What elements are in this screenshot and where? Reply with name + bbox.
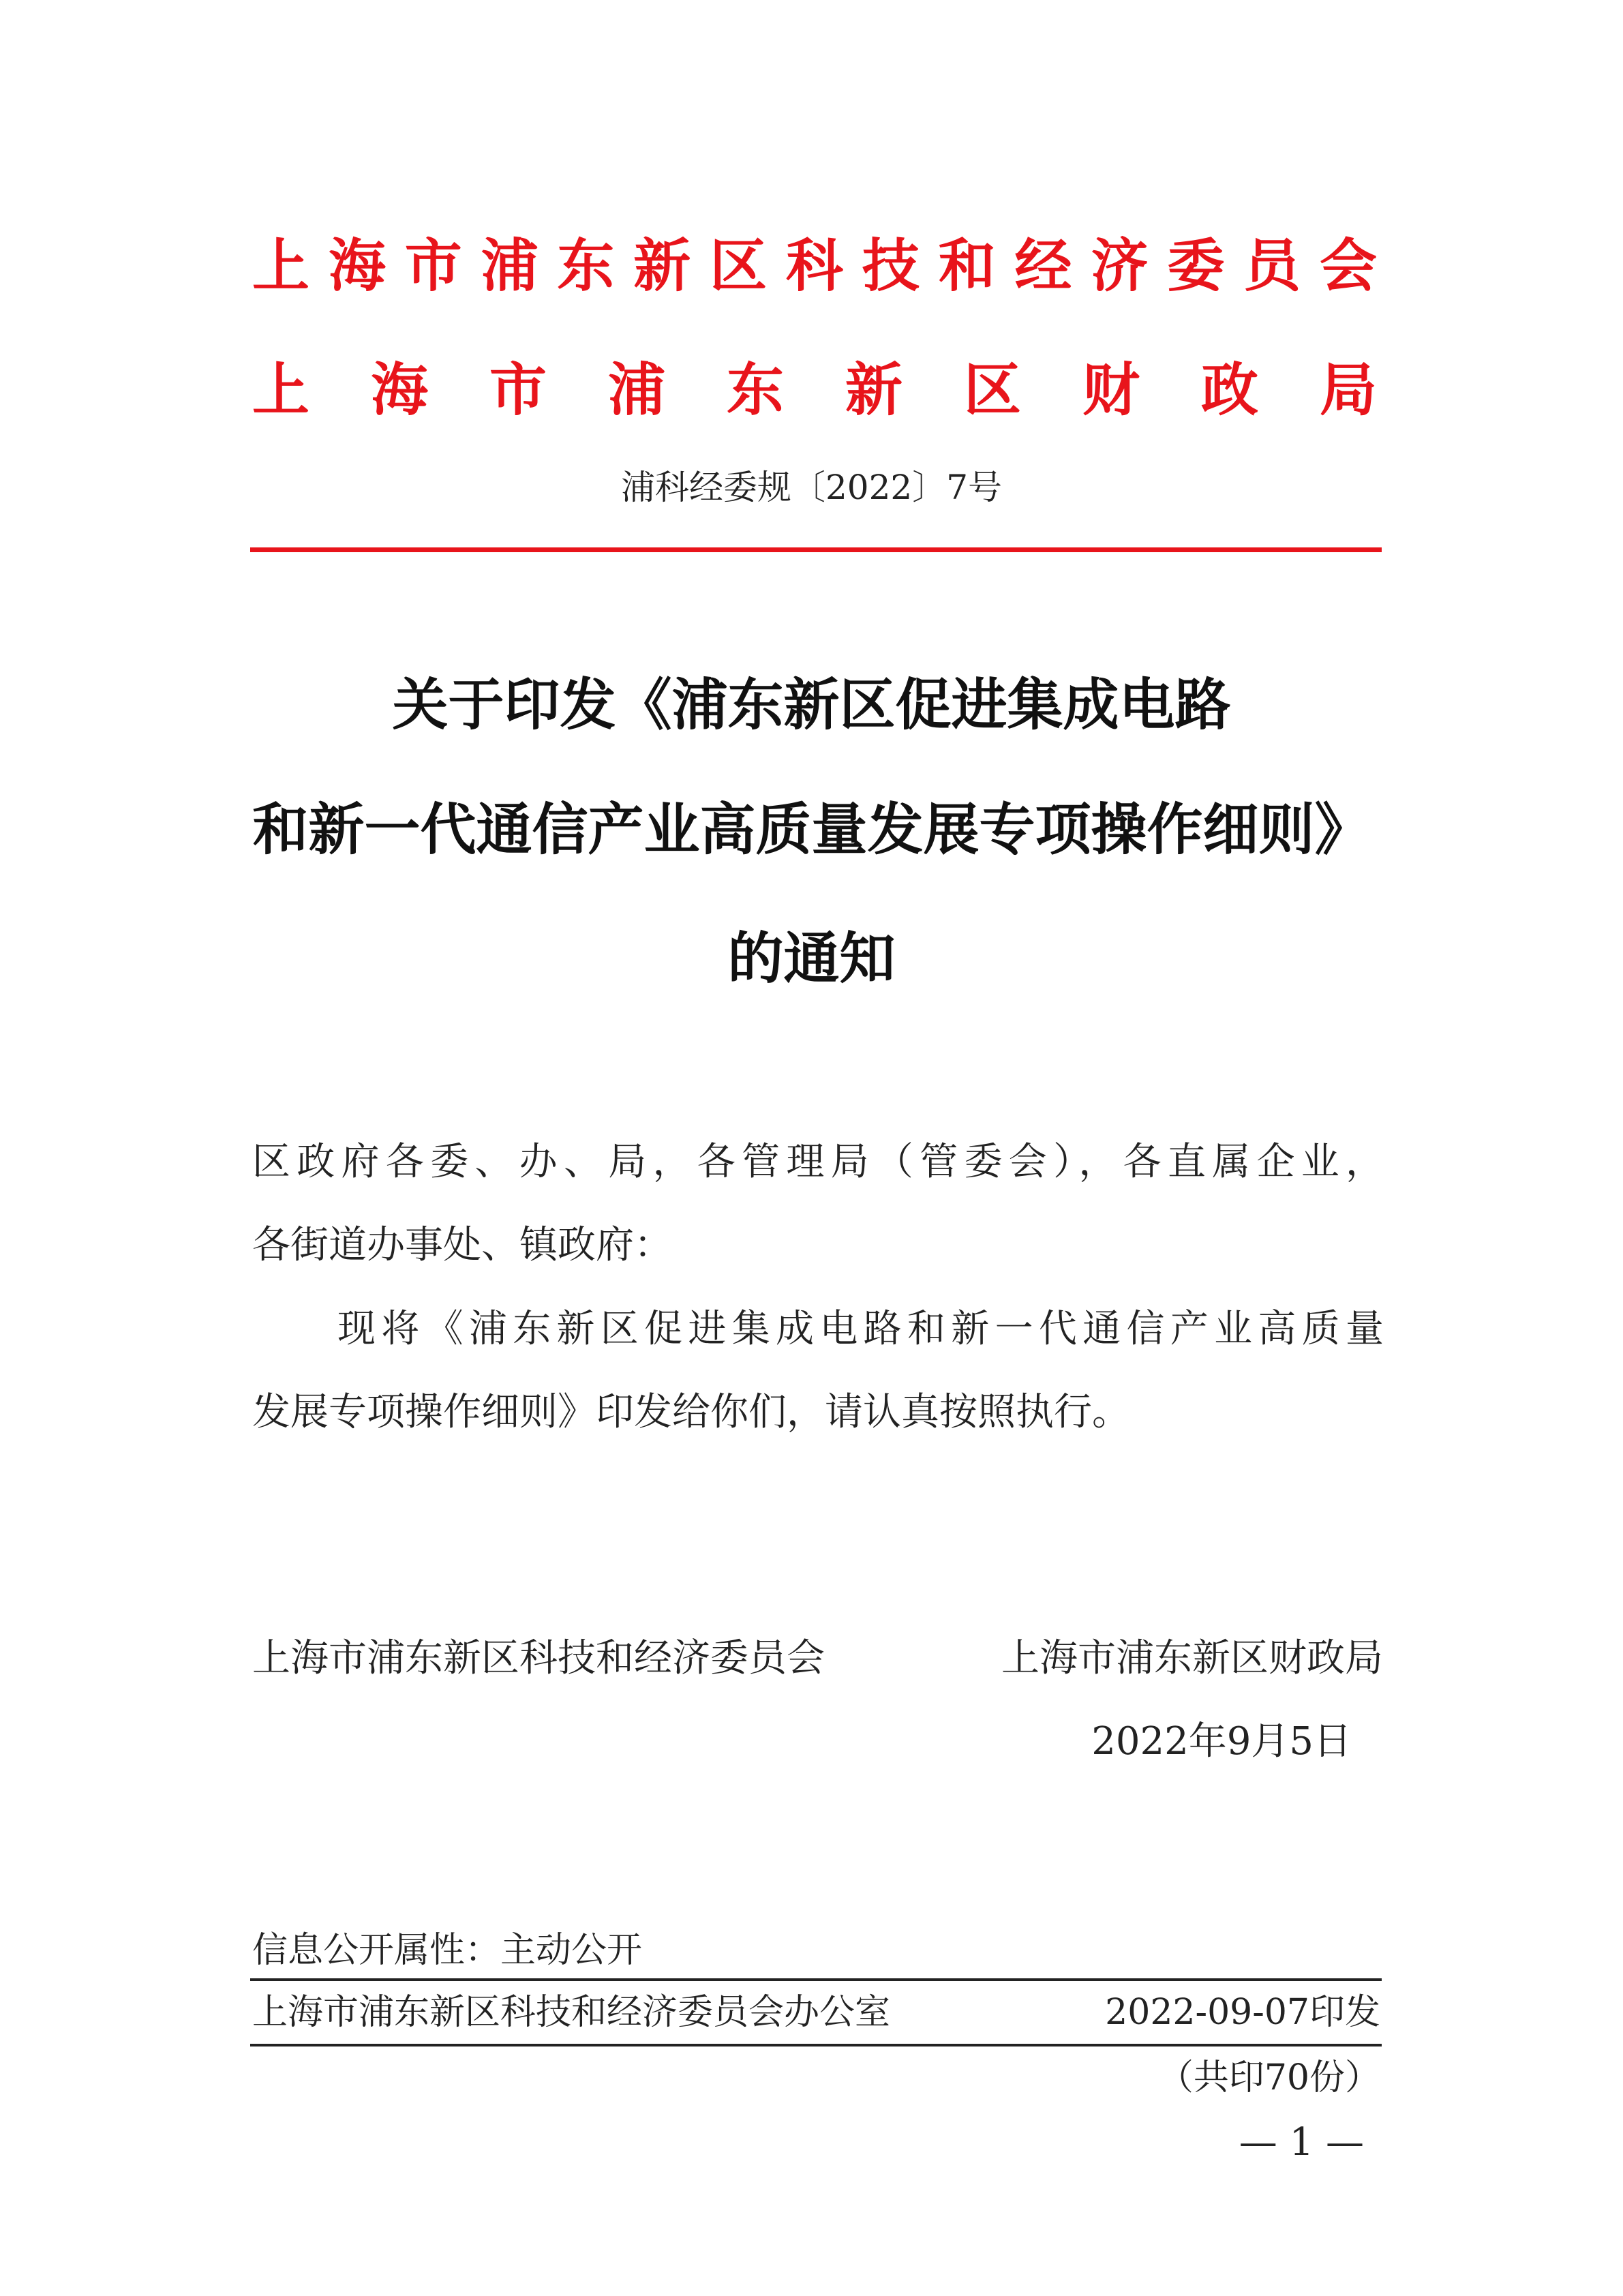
paragraph-line-2: 发展专项操作细则》印发给你们，请认真按照执行。: [252, 1390, 1130, 1434]
issuer-line-1: 上海市浦东新区科技和经济委员会: [252, 232, 1377, 299]
copies-count: （共印70份）: [1157, 2057, 1380, 2098]
signature-issuer-right: 上海市浦东新区财政局: [1001, 1636, 1383, 1680]
print-date: 2022-09-07印发: [1105, 1992, 1380, 2033]
paragraph-line-1: 现将《浦东新区促进集成电路和新一代通信产业高质量: [337, 1307, 1384, 1351]
document-number: 浦科经委规〔2022〕7号: [620, 468, 1003, 507]
red-header-rule: [250, 547, 1382, 552]
recipients-line-2: 各街道办事处、镇政府：: [252, 1223, 672, 1267]
title-line-3: 的通知: [727, 926, 896, 991]
page-number: — 1 —: [1239, 2120, 1364, 2164]
issuer-line-2: 上海市浦东新区财政局: [252, 357, 1377, 423]
title-line-2: 和新一代通信产业高质量发展专项操作细则》: [252, 798, 1371, 862]
signature-issuer-left: 上海市浦东新区科技和经济委员会: [252, 1636, 825, 1680]
disclosure-attribute: 信息公开属性：主动公开: [252, 1930, 643, 1971]
printing-office: 上海市浦东新区科技和经济委员会办公室: [252, 1992, 891, 2033]
footer-rule-top: [250, 1978, 1382, 1981]
recipients-line-1: 区政府各委、办、局，各管理局（管委会），各直属企业，: [252, 1140, 1384, 1184]
title-line-1: 关于印发《浦东新区促进集成电路: [392, 673, 1231, 738]
footer-rule-bottom: [250, 2044, 1382, 2046]
signature-date: 2022年9月5日: [1091, 1719, 1352, 1764]
